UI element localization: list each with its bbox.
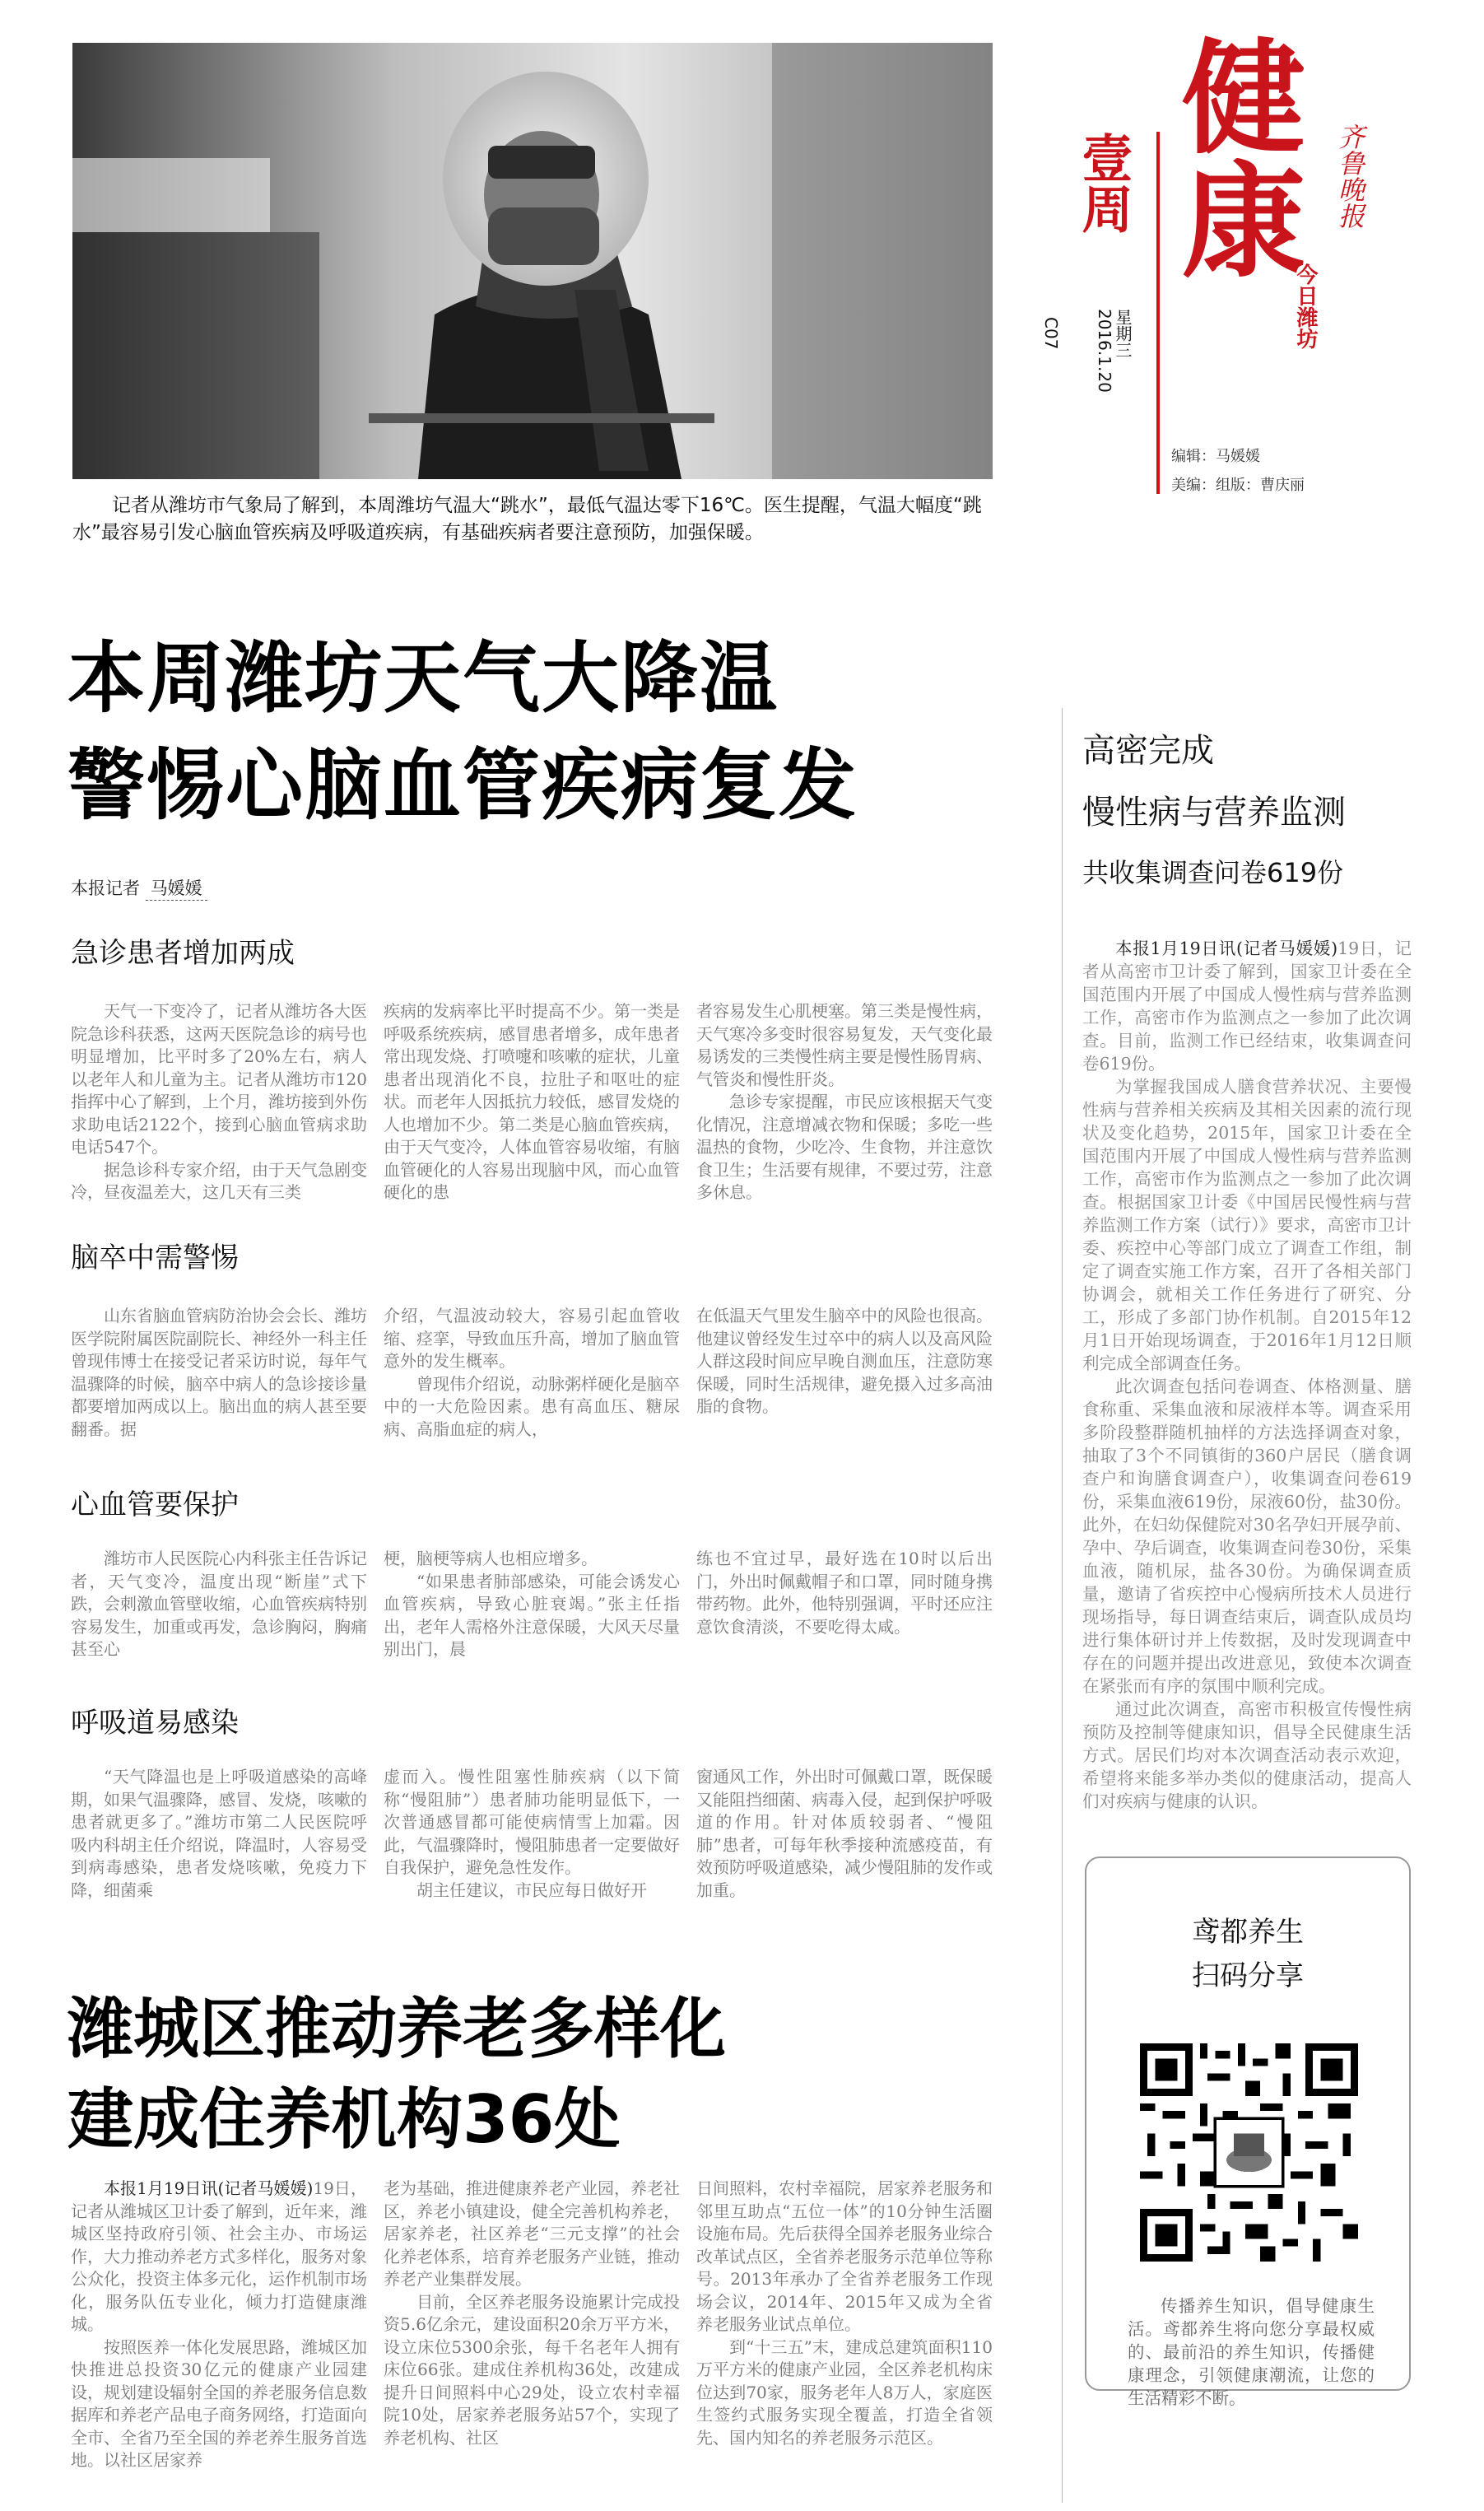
paragraph: 介绍，气温波动较大，容易引起血管收缩、痉挛，导致血压升高，增加了脑血管意外的发生概率。 [384,1306,680,1371]
byline-name: 马媛媛 [146,878,207,901]
sidebar-title-line2: 慢性病与营养监测 [1082,794,1346,832]
qr-description: 传播养生知识，倡导健康生活。鸢都养生将向您分享最权威的、最前沿的养生知识，传播健康理念，引领健康潮流，让您的生活精彩不断。 [1128,2296,1375,2408]
text-column [384,1548,680,1684]
article2-title-line2: 建成住养机构36处 [67,2081,621,2158]
section-heading: 脑卒中需警惕 [71,1242,239,1274]
art-editor-line: 美编：组版：曹庆丽 [1171,477,1305,494]
paper-name: 齐鲁晚报 [1334,123,1365,229]
paragraph: “天气降温也是上呼吸道感染的高峰期，如果气温骤降，感冒、发烧，咳嗽的患者就更多了。”潍坊市第二人民医院呼吸内科胡主任介绍说，降温时，人容易受到病毒感染，患者发烧咳嗽，免疫力下降，细菌乘 [71,1767,367,1900]
text-column [696,1000,993,1204]
article1-title-line1: 本周潍坊天气大降温 [67,634,779,724]
masthead [1025,33,1453,510]
byline-prefix: 本报记者 [71,878,140,898]
paragraph: 通过此次调查，高密市积极宣传慢性病预防及控制等健康知识，倡导全民健康生活方式。居民们均对本次调查活动表示欢迎，希望将来能多举办类似的健康活动，提高人们对疾病与健康的认识。 [1082,1699,1412,1811]
section-heading: 心血管要保护 [71,1488,239,1521]
weekly-label: 壹周 [1073,132,1133,234]
paragraph: 虚而入。慢性阻塞性肺疾病（以下简称“慢阻肺”）患者肺功能明显低下，一次普通感冒都可能使病情雪上加霜。因此，气温骤降时，慢阻肺患者一定要做好自我保护，避免急性发作。 [384,1767,680,1877]
text-column [384,1766,680,1918]
column-divider [1062,708,1063,2503]
paragraph: “如果患者肺部感染，可能会诱发心血管疾病，导致心脏衰竭。”张主任指出，老年人需格外注意保暖，大风天尽量别出门，晨 [384,1571,680,1659]
sidebar-subtitle: 共收集调查问卷619份 [1082,857,1344,888]
qr-share-box [1085,1856,1411,2408]
lead-name: 马媛媛) [257,2178,314,2198]
sidebar-title-line1: 高密完成 [1082,732,1214,770]
article2-lead [71,2178,367,2336]
lead-name: 马媛媛) [1278,939,1338,958]
woman-in-scarf-photo [72,43,993,479]
paragraph: 按照医养一体化发展思路，潍城区加快推进总投资30亿元的健康产业园建设，规划建设辐射全国的养老服务信息数据库和养老产品电子商务网络，打造面向全市、全省乃至全国的养老养生服务首选地。以社区居家养 [71,2336,367,2470]
paragraph: 梗，脑梗等病人也相应增多。 [384,1549,598,1568]
section-title: 健康 [1161,33,1304,280]
text-column [71,1548,367,1684]
paragraph: 在低温天气里发生脑卒中的风险也很高。他建议曾经发生过卒中的病人以及高风险人群这段时间应早晚自测血压，注意防寒保暖，同时生活规律，避免摄入过多高油脂的食物。 [696,1306,993,1416]
text-column [71,1305,367,1457]
text-column [384,2178,680,2490]
text-column [71,1766,367,1918]
text-column [384,1305,680,1457]
paragraph: 19日，记者从潍城区卫计委了解到，近年来，潍城区坚持政府引领、社会主办、市场运作，大力推动养老方式多样化，服务对象公众化，投资主体多元化，运作机制市场化，服务队伍专业化，倾力打造健康潍城。 [71,2178,367,2334]
article1-byline [71,875,207,900]
paragraph: 此次调查包括问卷调查、体格测量、膳食称重、采集血液和尿液样本等。调查采用多阶段整群随机抽样的方法选择调查对象，抽取了3个不同镇街的360户居民（膳食调查户和询膳食调查户），收集调查问卷619份，采集血液619份，尿液60份，盐30份。此外，在妇幼保健院对30名孕妇开展孕前、孕中、孕后调查，收集调查问卷30份，采集血液，随机尿，盐各30份。为确保调查质量，邀请了省疾控中心慢病所技术人员进行现场指导，每日调查结束后，调查队成员均进行集体研讨并上传数据，及时发现调查中存在的问题并提出改进意见，致使本次调查在紧张而有序的氛围中顺利完成。 [1082,1377,1412,1696]
lead-prefix: 本报1月19日讯(记者 [104,2178,258,2198]
paragraph: 目前，全区养老服务设施累计完成投资5.6亿余元，建设面积20余万平方米，设立床位5300余张，每千名老年人拥有床位66张。建成住养机构36处，改建成提升日间照料中心29处，设立农村幸福院10处，居家养老服务站57个，实现了养老机构、社区 [384,2291,680,2448]
edition-name: 今日潍坊 [1293,263,1318,349]
paragraph: 窗通风工作，外出时可佩戴口罩，既保暖又能阻挡细菌、病毒入侵，起到保护呼吸道的作用。针对体质较弱者、“慢阻肺”患者，可每年秋季接种流感疫苗，有效预防呼吸道感染，减少慢阻肺的发作或加重。 [696,1767,993,1900]
page-number: C07 [1041,317,1061,350]
article2-title-line1: 潍城区推动养老多样化 [67,1991,726,2067]
paragraph: 19日，记者从高密市卫计委了解到，国家卫计委在全国范围内开展了中国成人慢性病与营养监测工作，高密市作为监测点之一参加了此次调查。目前，监测工作已经结束，收集调查问卷619份。 [1082,939,1412,1074]
paragraph: 胡主任建议，市民应每日做好开 [416,1880,647,1900]
paragraph: 疾病的发病率比平时提高不少。第一类是呼吸系统疾病，感冒患者增多，成年患者常出现发烧、打喷嚏和咳嗽的症状，儿童患者出现消化不良，拉肚子和呕吐的症状。而老年人因抵抗力较低，感冒发烧的人也增加不少。第二类是心脑血管疾病，由于天气变冷，人体血管容易收缩，有脑血管硬化的人容易出现脑中风，而心血管硬化的患 [384,1001,680,1202]
paragraph: 者容易发生心肌梗塞。第三类是慢性病，天气寒冷多变时很容易复发，天气变化最易诱发的三类慢性病主要是慢性肠胃病、气管炎和慢性肝炎。 [696,1001,993,1089]
paragraph: 曾现伟介绍说，动脉粥样硬化是脑卒中的一大危险因素。患有高血压、糖尿病、高脂血症的病人， [384,1373,680,1439]
editor-line: 编辑：马媛媛 [1171,448,1260,465]
qr-code-icon[interactable] [1140,2043,1358,2262]
section-body [71,1000,993,1202]
text-column [696,1305,993,1457]
article2-body [71,2178,993,2490]
qr-code-icon [1140,2043,1358,2262]
article1-title-line2: 警惕心脑血管疾病复发 [67,741,858,831]
paragraph: 山东省脑血管病防治协会会长、潍坊医学院附属医院副院长、神经外一科主任曾现伟博士在接受记者采访时说，每年气温骤降的时候，脑卒中病人的急诊接诊量都要增加两成以上。脑出血的病人甚至要翻番。据 [71,1306,367,1439]
text-column [696,1766,993,1918]
lead-prefix: 本报1月19日讯(记者 [1115,939,1279,958]
photo-caption: 记者从潍坊市气象局了解到，本周潍坊气温大“跳水”，最低气温达零下16℃。医生提醒，气温大幅度“跳水”最容易引发心脑血管疾病及呼吸道疾病，有基础疾病者要注意预防，加强保暖。 [72,495,982,543]
paragraph: 老为基础，推进健康养老产业园，养老社区，养老小镇建设，健全完善机构养老，居家养老，社区养老“三元支撑”的社会化养老体系，培育养老服务产业链，推动养老产业集群发展。 [384,2178,680,2289]
paragraph: 为掌握我国成人膳食营养状况、主要慢性病与营养相关疾病及其相关因素的流行现状及变化趋势，2015年，国家卫计委在全国范围内开展了中国成人慢性病与营养监测工作，高密市作为监测点之一参加了此次调查。根据国家卫计委《中国居民慢性病与营养监测工作方案（试行）》要求，高密市卫计委、疾控中心等部门成立了调查工作组，制定了调查实施工作方案，召开了各相关部门协调会，就相关工作任务进行了研究、分工，形成了多部门协作机制。自2015年12月1日开始现场调查，于2016年1月12日顺利完成全部调查任务。 [1082,1077,1412,1373]
paragraph: 天气一下变冷了，记者从潍坊各大医院急诊科获悉，这两天医院急诊的病号也明显增加，比平时多了20%左右，病人以老年人和儿童为主。记者从潍坊市120指挥中心了解到，上个月，潍坊接到外伤求助电话2122个，接到心脑血管病求助电话547个。 [71,1001,367,1157]
text-column [696,2178,993,2490]
section-body [71,1548,993,1684]
text-column [71,1000,367,1204]
section-body [71,1766,993,1918]
text-column [71,2178,367,2490]
paragraph: 日间照料，农村幸福院，居家养老服务和邻里互助点“五位一体”的10分钟生活圈设施布局。先后获得全国养老服务业综合改革试点区，全省养老服务示范单位等称号。2013年承办了全省养老服务工作现场会议，2014年、2015年又成为全省养老服务业试点单位。 [696,2178,993,2334]
section-heading: 呼吸道易感染 [71,1707,239,1740]
paragraph: 练也不宜过早，最好选在10时以后出门，外出时佩戴帽子和口罩，同时随身携带药物。此外，他特别强调，平时还应注意饮食清淡，不要吃得太咸。 [696,1549,993,1637]
qr-title-line1: 鸢都养生 [1192,1916,1304,1949]
sidebar-body [1082,937,1412,1811]
sidebar-lead [1082,937,1412,1075]
weekday: 星期三 [1113,309,1133,358]
paragraph: 潍坊市人民医院心内科张主任告诉记者，天气变冷，温度出现“断崖”式下跌，会刺激血管壁收缩，心血管疾病特别容易发生，加重或再发，急诊胸闷，胸痛甚至心 [71,1549,367,1659]
text-column [696,1548,993,1684]
paragraph: 急诊专家提醒，市民应该根据天气变化情况，注意增减衣物和保暖；多吃一些温热的食物，少吃冷、生食物，并注意饮食卫生；生活要有规律，不要过劳，注意多休息。 [696,1092,993,1202]
text-column [384,1000,680,1204]
red-divider [1156,132,1160,494]
section-heading: 急诊患者增加两成 [71,937,295,970]
paragraph: 到“十三五”末，建成总建筑面积110万平方米的健康产业园，全区养老机构床位达到70家，服务老年人8万人，家庭医生签约式服务实现全覆盖，打造全省领先、国内知名的养老服务示范区。 [696,2336,993,2448]
section-body [71,1305,993,1457]
issue-date: 2016.1.20 [1095,309,1114,393]
lead-photo [72,43,993,479]
qr-title-line2: 扫码分享 [1192,1959,1304,1992]
paragraph: 据急诊科专家介绍，由于天气急剧变冷，昼夜温差大，这几天有三类 [71,1159,367,1202]
